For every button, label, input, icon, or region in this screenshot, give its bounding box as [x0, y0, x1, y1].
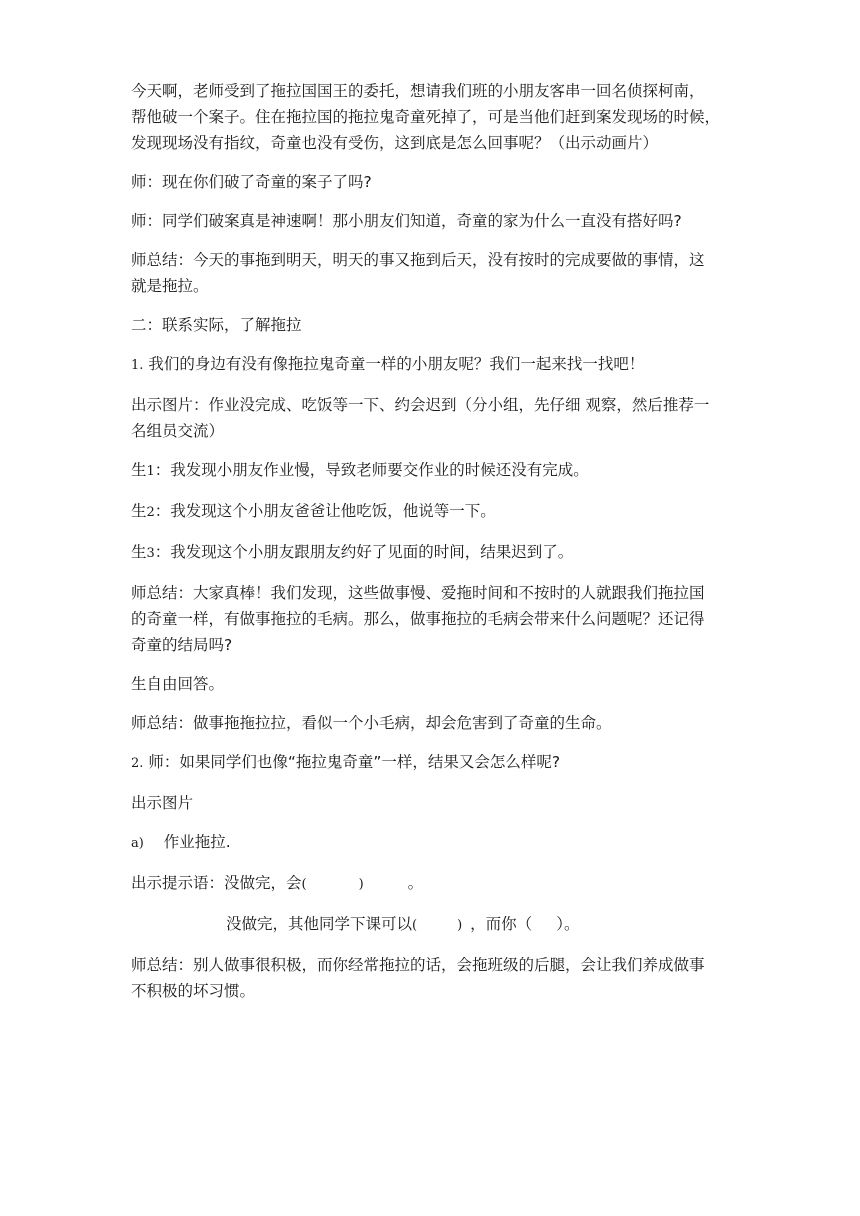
prompt-mid: ，而你（ — [470, 915, 533, 933]
paragraph-teacher-summary-2 — [131, 580, 731, 658]
paragraph-prompt-2 — [131, 911, 731, 939]
student-number: 1 — [146, 464, 155, 479]
student-prefix: 生 — [131, 461, 147, 479]
item-text: 我们的身边有没有像拖拉鬼奇童一样的小朋友呢？我们一起来找一找吧！ — [148, 355, 645, 373]
open-paren: ( — [412, 918, 418, 933]
text-line: 名组员交流） — [131, 422, 225, 440]
paragraph-teacher-summary-4 — [131, 952, 731, 1004]
sub-item-marker: a) — [131, 836, 144, 851]
text-line: 不积极的坏习惯。 — [131, 982, 256, 1000]
paragraph-free-answer: 生自由回答。 — [131, 675, 225, 693]
paragraph-student-2 — [131, 498, 731, 526]
prompt-end: 。 — [563, 915, 580, 933]
student-text: ：我发现这个小朋友跟朋友约好了见面的时间，结果迟到了。 — [154, 543, 574, 561]
student-number: 2 — [146, 505, 155, 520]
student-text: ：我发现这个小朋友爸爸让他吃饭，他说等一下。 — [154, 502, 496, 520]
paragraph-sub-item-a — [131, 829, 731, 857]
text-line: 的奇童一样，有做事拖拉的毛病。那么，做事拖拉的毛病会带来什么问题呢？还记得 — [131, 610, 705, 628]
paragraph-prompt-1 — [131, 870, 731, 898]
document-body — [131, 78, 731, 1017]
close-paren: ) — [358, 877, 364, 892]
text-line: 出示图片：作业没完成、吃饭等一下、约会迟到（分小组，先仔细 观察，然后推荐一 — [131, 396, 710, 414]
paragraph-teacher-summary-3: 师总结：做事拖拖拉拉，看似一个小毛病，却会危害到了奇童的生命。 — [131, 714, 612, 732]
paragraph-item-2 — [131, 749, 731, 777]
sub-item-text: 作业拖拉. — [163, 833, 231, 851]
item-text: 师：如果同学们也像“拖拉鬼奇童”一样，结果又会怎么样呢? — [148, 753, 561, 771]
text-line: 师总结：大家真棒！我们发现，这些做事慢、爱拖时间和不按时的人就跟我们拖拉国 — [131, 584, 705, 602]
prompt-text: 没做完，其他同学下课可以 — [226, 915, 413, 933]
text-line: 师总结：别人做事很积极，而你经常拖拉的话，会拖班级的后腿，会让我们养成做事 — [131, 956, 705, 974]
paragraph-intro — [131, 78, 731, 156]
paragraph-student-1 — [131, 457, 731, 485]
paragraph-teacher-question-1: 师：现在你们破了奇童的案子了吗? — [131, 173, 372, 191]
paragraph-item-1 — [131, 351, 731, 379]
close-paren: ） — [556, 915, 564, 933]
student-text: ：我发现小朋友作业慢，导致老师要交作业的时候还没有完成。 — [154, 461, 589, 479]
text-line: 师总结：今天的事拖到明天，明天的事又拖到后天，没有按时的完成要做的事情，这 — [131, 251, 705, 269]
item-number: 2. — [131, 756, 144, 771]
text-line: 发现现场没有指纹，奇童也没有受伤，这到底是怎么回事呢？（出示动画片） — [131, 134, 659, 152]
open-paren: ( — [301, 877, 307, 892]
paragraph-show-images — [131, 392, 731, 444]
student-prefix: 生 — [131, 543, 147, 561]
paragraph-teacher-question-2: 师：同学们破案真是神速啊！那小朋友们知道，奇童的家为什么一直没有搭好吗? — [131, 212, 682, 230]
text-line: 就是拖拉。 — [131, 277, 209, 295]
prompt-text: 出示提示语：没做完，会 — [131, 874, 302, 892]
paragraph-show-image: 出示图片 — [131, 794, 194, 812]
close-paren: ) — [457, 918, 463, 933]
paragraph-teacher-summary-1 — [131, 247, 731, 299]
student-number: 3 — [146, 546, 155, 561]
section-heading: 二：联系实际，了解拖拉 — [131, 316, 302, 334]
item-number: 1. — [131, 358, 144, 373]
text-line: 帮他破一个案子。住在拖拉国的拖拉鬼奇童死掉了，可是当他们赶到案发现场的时候， — [131, 108, 721, 126]
text-line: 今天啊，老师受到了拖拉国国王的委托，想请我们班的小朋友客串一回名侦探柯南， — [131, 82, 705, 100]
prompt-end: 。 — [407, 874, 424, 892]
text-line: 奇童的结局吗? — [131, 636, 233, 654]
paragraph-student-3 — [131, 539, 731, 567]
student-prefix: 生 — [131, 502, 147, 520]
